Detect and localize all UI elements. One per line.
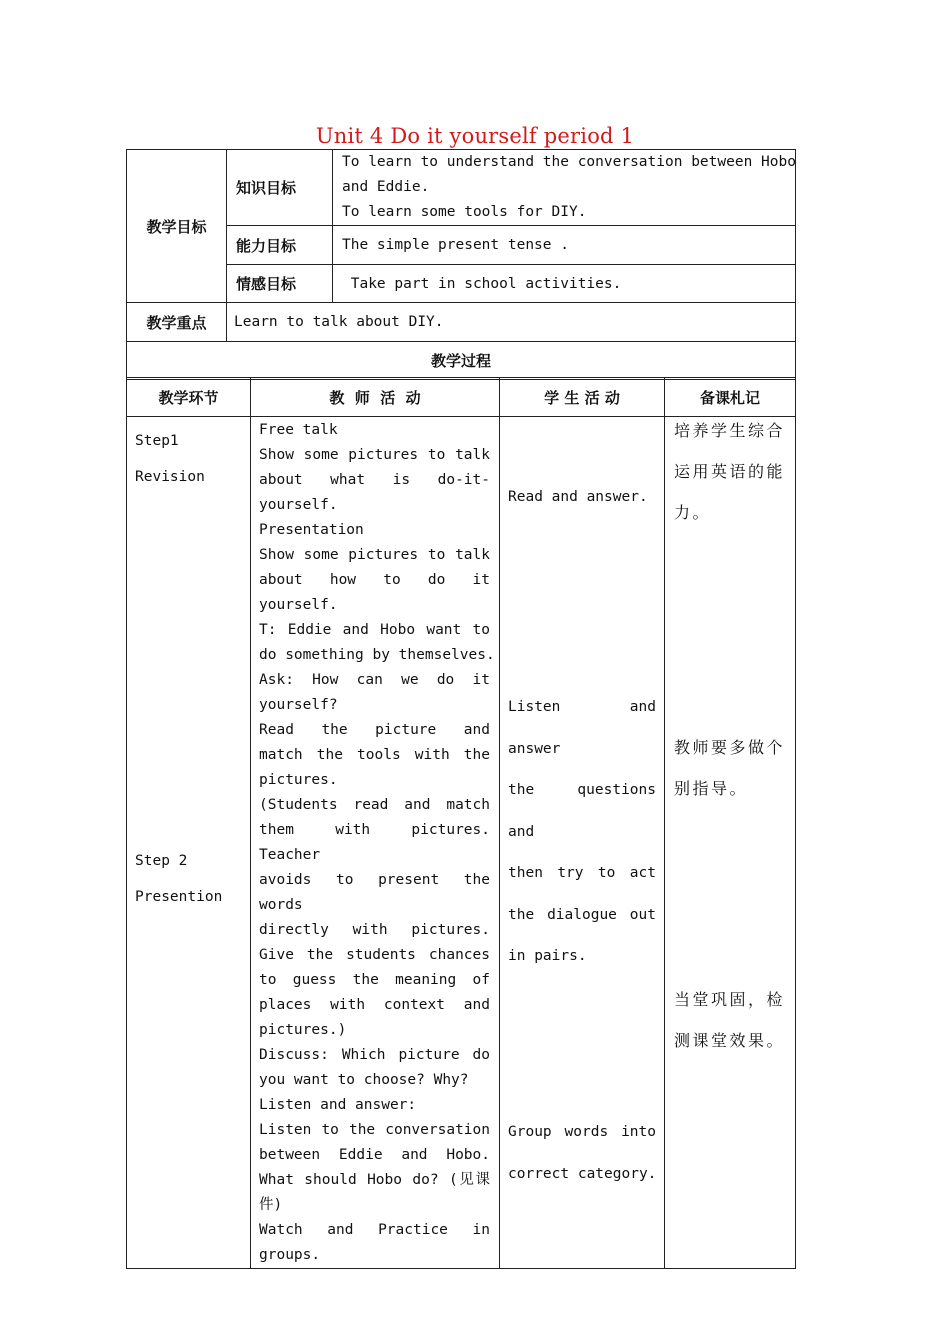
teacher-line: Ask: How can we do it: [259, 672, 490, 688]
process-table: [126, 377, 796, 1269]
teacher-line: Listen to the conversation: [259, 1122, 490, 1138]
knowledge-line: and Eddie.: [342, 179, 430, 195]
student-line: Listen and answer: [508, 699, 656, 757]
note-line: 教师要多做个: [674, 738, 786, 757]
student-line: in pairs.: [508, 948, 587, 964]
student-block-1: [508, 477, 656, 519]
teacher-line: yourself?: [259, 697, 338, 713]
key-points-label: 教学重点: [127, 303, 227, 342]
teacher-line: Free talk: [259, 422, 338, 438]
teacher-line: pictures.: [259, 772, 338, 788]
teacher-line: Give the students chances: [259, 947, 490, 963]
key-points-text: Learn to talk about DIY.: [227, 303, 796, 342]
teacher-line: 件): [259, 1197, 283, 1213]
emotion-label: 情感目标: [227, 265, 333, 303]
teacher-line: places with context and: [259, 997, 490, 1013]
knowledge-text: [333, 150, 796, 226]
teacher-activity-text: [259, 418, 495, 1268]
note-line: 测课堂效果。: [674, 1031, 786, 1050]
knowledge-label: 知识目标: [227, 150, 333, 226]
teacher-line: Show some pictures to talk: [259, 547, 490, 563]
teacher-line: Watch and Practice in: [259, 1222, 490, 1238]
header-teacher: 教 师 活 动: [251, 378, 500, 417]
note-line: 别指导。: [674, 779, 749, 798]
student-block-3: [508, 1112, 656, 1195]
teacher-line: yourself.: [259, 597, 338, 613]
teacher-line: pictures.): [259, 1022, 347, 1038]
notes-cell: [665, 417, 796, 1269]
note-block-2: [674, 727, 788, 809]
teacher-line: groups.: [259, 1247, 321, 1263]
student-line: Group words into: [508, 1124, 656, 1140]
teacher-line: directly with pictures.: [259, 922, 490, 938]
process-label: 教学过程: [127, 342, 796, 380]
student-line: the dialogue out: [508, 906, 656, 923]
teacher-line: about how to do it: [259, 572, 490, 588]
teacher-line: T: Eddie and Hobo want to: [259, 622, 490, 638]
teacher-line: avoids to present the words: [259, 872, 490, 913]
note-block-3: [674, 979, 788, 1061]
step-1: [135, 423, 205, 495]
note-line: 力。: [674, 503, 712, 522]
header-stage: 教学环节: [127, 378, 251, 417]
objectives-label: 教学目标: [127, 150, 227, 303]
step-2-name: Step 2: [135, 853, 188, 869]
teacher-line: them with pictures. Teacher: [259, 822, 490, 863]
teacher-line: What should Hobo do? (见课: [259, 1172, 490, 1188]
student-line: correct category.: [508, 1165, 657, 1182]
teacher-line: (Students read and match: [259, 797, 490, 813]
document-title: Unit 4 Do it yourself period 1: [315, 124, 635, 148]
header-notes: 备课札记: [665, 378, 796, 417]
teacher-line: do something by themselves.: [259, 647, 495, 663]
student-line: the questions and: [508, 782, 656, 840]
teacher-line: Listen and answer:: [259, 1097, 417, 1113]
step-1-name: Step1: [135, 433, 179, 449]
step-2: [135, 843, 222, 915]
ability-label: 能力目标: [227, 226, 333, 265]
note-line: 培养学生综合: [674, 421, 786, 440]
step-1-sub: Revision: [135, 469, 205, 485]
student-line: Read and answer.: [508, 489, 648, 505]
teacher-line: between Eddie and Hobo.: [259, 1147, 490, 1163]
teacher-line: about what is do-it-: [259, 472, 490, 488]
knowledge-line: To learn some tools for DIY.: [342, 204, 587, 220]
header-student: 学 生 活 动: [500, 378, 665, 417]
teacher-activity-cell: [251, 417, 500, 1269]
knowledge-line: To learn to understand the conversation between Hobo: [342, 154, 796, 170]
teacher-line: match the tools with the: [259, 747, 490, 763]
teacher-line: Show some pictures to talk: [259, 447, 490, 463]
stage-cell: [127, 417, 251, 1269]
note-block-1: [674, 410, 788, 533]
teacher-line: Presentation: [259, 522, 364, 538]
teacher-line: you want to choose? Why?: [259, 1072, 469, 1088]
teacher-line: to guess the meaning of: [259, 972, 490, 988]
objectives-table: [126, 149, 796, 380]
note-line: 当堂巩固，检: [674, 990, 786, 1009]
emotion-text: Take part in school activities.: [333, 265, 796, 303]
teacher-line: yourself.: [259, 497, 338, 513]
teacher-line: Read the picture and: [259, 722, 490, 738]
note-line: 运用英语的能: [674, 462, 786, 481]
student-activity-cell: [500, 417, 665, 1269]
student-block-2: [508, 687, 656, 978]
teacher-line: Discuss: Which picture do: [259, 1047, 490, 1063]
step-2-sub: Presention: [135, 889, 223, 905]
student-line: then try to act: [508, 865, 656, 881]
ability-text: The simple present tense .: [333, 226, 796, 265]
